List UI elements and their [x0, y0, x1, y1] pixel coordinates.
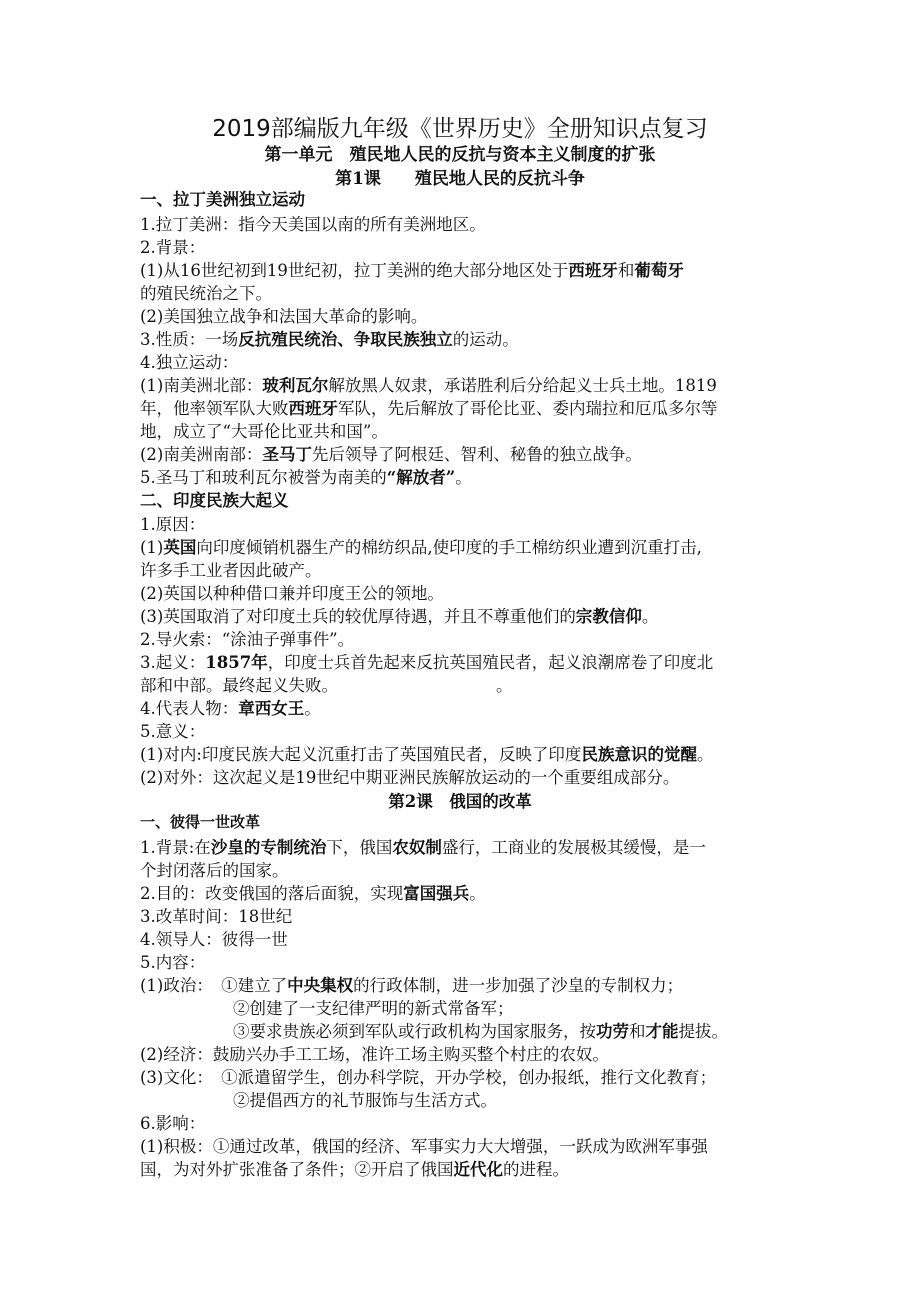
text-line: (1)对内:印度民族大起义沉重打击了英国殖民者，反映了印度民族意识的觉醒。: [140, 745, 714, 764]
text-line: 5.圣马丁和玻利瓦尔被誉为南美的“解放者”。: [140, 468, 472, 487]
text-line: ②创建了一支纪律严明的新式常备军；: [233, 999, 514, 1018]
text-line: 年，他率领军队大败西班牙军队，先后解放了哥伦比亚、委内瑞拉和厄瓜多尔等: [140, 399, 718, 418]
unit-heading: 第一单元 殖民地人民的反抗与资本主义制度的扩张: [264, 145, 656, 165]
text-line: 5.内容：: [140, 953, 206, 972]
section-heading: 一、拉丁美洲独立运动: [140, 190, 305, 209]
text-line: 地，成立了“大哥伦比亚共和国”。: [140, 422, 388, 441]
text-line: 4.代表人物：章西女王。: [140, 699, 321, 718]
text-line: ③要求贵族必须到军队或行政机构为国家服务，按功劳和才能提拔。: [233, 1022, 728, 1041]
text-line: ②提倡西方的礼节服饰与生活方式。: [233, 1091, 497, 1110]
text-line: (2)美国独立战争和法国大革命的影响。: [140, 307, 428, 326]
text-line: 1.拉丁美洲：指今天美国以南的所有美洲地区。: [140, 215, 486, 234]
lesson1-heading: 第1课 殖民地人民的反抗斗争: [335, 169, 585, 189]
document-title: 2019部编版九年级《世界历史》全册知识点复习: [212, 116, 708, 142]
text-line: 许多手工业者因此破产。: [140, 561, 322, 580]
section-heading: 一、彼得一世改革: [140, 813, 261, 831]
text-line: 3.改革时间：18世纪: [140, 907, 293, 926]
text-line: (2)英国以种种借口兼并印度王公的领地。: [140, 584, 444, 603]
text-line: 3.起义：1857年，印度士兵首先起来反抗英国殖民者，起义浪潮席卷了印度北: [140, 653, 714, 672]
text-line: 国，为对外扩张准备了条件；②开启了俄国近代化的进程。: [140, 1160, 569, 1179]
text-line: (1)政治： ①建立了中央集权的行政体制，进一步加强了沙皇的专制权力；: [140, 976, 684, 995]
text-line: (2)对外：这次起义是19世纪中期亚洲民族解放运动的一个重要组成部分。: [140, 768, 680, 787]
text-line: 5.意义：: [140, 722, 206, 741]
text-line: (1)南美洲北部：玻利瓦尔解放黑人奴隶，承诺胜利后分给起义士兵土地。1819: [140, 376, 717, 395]
text-line: 4.领导人：彼得一世: [140, 930, 288, 949]
text-line: 1.原因：: [140, 515, 206, 534]
text-line: 个封闭落后的国家。: [140, 861, 289, 880]
text-line: (1)英国向印度倾销机器生产的棉纺织品,使印度的手工棉纺织业遭到沉重打击,: [140, 538, 702, 557]
text-line: (3)文化： ①派遣留学生，创办科学院，开办学校，创办报纸，推行文化教育；: [140, 1068, 717, 1087]
text-line: (1)从16世纪初到19世纪初，拉丁美洲的绝大部分地区处于西班牙和葡萄牙: [140, 261, 684, 280]
text-line: 3.性质：一场反抗殖民统治、争取民族独立的运动。: [140, 330, 519, 349]
text-line: 2.目的：改变俄国的落后面貌，实现富国强兵。: [140, 884, 486, 903]
text-line: 6.影响：: [140, 1114, 206, 1133]
text-line: 部和中部。最终起义失败。 。: [140, 676, 513, 695]
lesson2-heading: 第2课 俄国的改革: [388, 792, 532, 811]
text-line: (1)积极：①通过改革，俄国的经济、军事实力大大增强，一跃成为欧洲军事强: [140, 1137, 708, 1156]
text-line: 4.独立运动：: [140, 353, 239, 372]
text-line: 2.背景：: [140, 238, 206, 257]
section-heading: 二、印度民族大起义: [140, 491, 289, 510]
text-line: 2.导火索：“涂油子弹事件”。: [140, 630, 355, 649]
text-line: (2)经济：鼓励兴办手工工场，准许工场主购买整个村庄的农奴。: [140, 1045, 609, 1064]
text-line: (2)南美洲南部：圣马丁先后领导了阿根廷、智利、秘鲁的独立战争。: [140, 445, 642, 464]
text-line: (3)英国取消了对印度土兵的较优厚待遇，并且不尊重他们的宗教信仰。: [140, 607, 659, 626]
text-line: 1.背景:在沙皇的专制统治下，俄国农奴制盛行，工商业的发展极其缓慢，是一: [140, 838, 706, 857]
text-line: 的殖民统治之下。: [140, 284, 272, 303]
